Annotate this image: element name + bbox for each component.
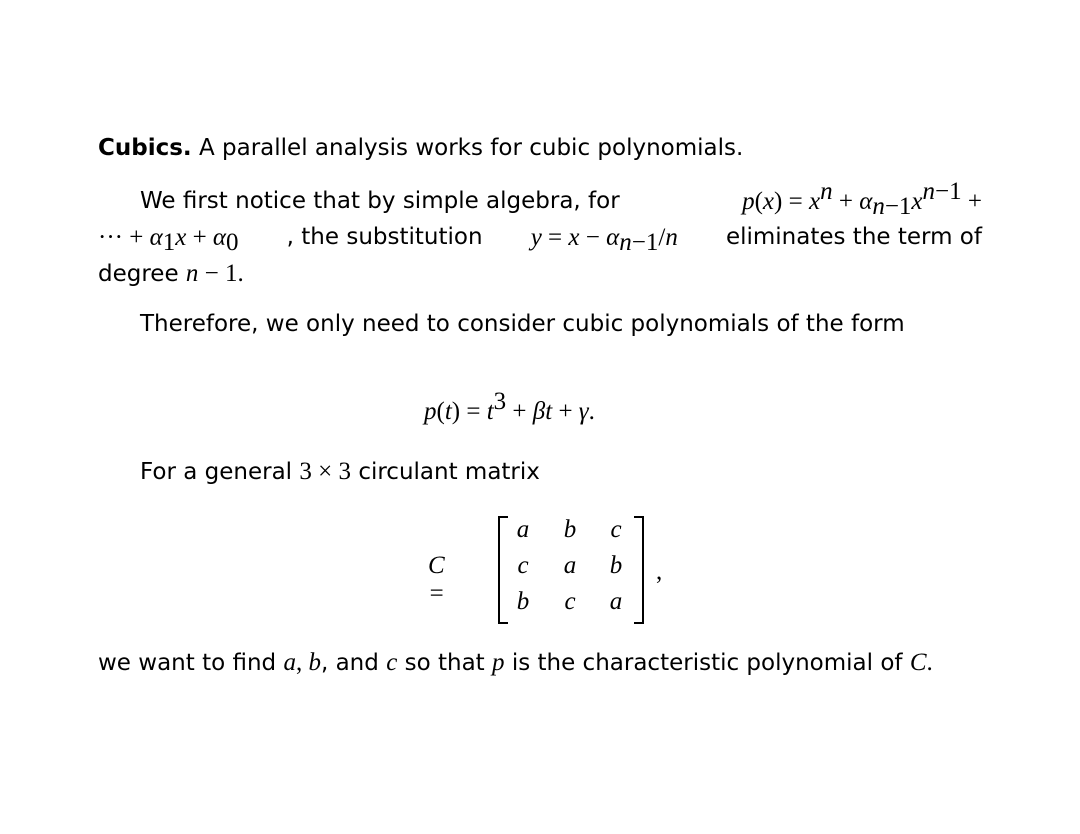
section-heading-line (98, 135, 743, 161)
para4-text-d: is the characteristic polynomial of (511, 650, 903, 676)
matrix-cell: b (563, 516, 577, 543)
para3-text-b: circulant matrix (358, 459, 540, 485)
formula-degree: n − 1. (185, 260, 244, 287)
matrix-right-bracket (634, 516, 644, 624)
matrix-left-bracket (498, 516, 508, 624)
matrix-cell: a (516, 516, 530, 543)
para2-text: Therefore, we only need to consider cubic polynomials of the form (140, 311, 905, 337)
formula-dimension: 3 × 3 (299, 458, 351, 485)
formula-var-p: p (492, 649, 505, 676)
formula-polynomial-a: $p(x) = x^n + \alpha_{n-1}x^{n-1}$ + (742, 178, 982, 220)
para3-line (140, 458, 540, 486)
matrix-cell: c (610, 516, 622, 543)
matrix-cell: a (563, 552, 577, 579)
para2-line (140, 311, 905, 337)
formula-polynomial-b: ··· + $\alpha_1x + \alpha_0$ (98, 224, 239, 256)
para3-text-a: For a general (140, 459, 293, 485)
matrix-cell: c (564, 588, 576, 615)
section-heading: Cubics. (98, 135, 192, 161)
matrix-cell: c (517, 552, 529, 579)
formula-substitution: $y = x - \alpha_{n-1}/n$ (530, 224, 678, 256)
matrix-cell: b (609, 552, 623, 579)
para1-line1 (140, 178, 982, 220)
para1-line3 (98, 260, 244, 288)
para4-text-c: so that (404, 650, 485, 676)
para1-text-b: , the substitution (286, 224, 483, 250)
matrix-cell: b (516, 588, 530, 615)
para1-text-d: degree (98, 261, 179, 287)
formula-var-c: c (386, 649, 398, 676)
para4-text-b: , and (320, 650, 379, 676)
para1-text-a: We first notice that by simple algebra, for (140, 188, 620, 214)
formula-vars: a, b (283, 649, 321, 676)
formula-var-C: C. (909, 649, 933, 676)
matrix-cell: a (609, 588, 623, 615)
para1-line2 (98, 224, 982, 256)
heading-text: A parallel analysis works for cubic polynomials. (191, 135, 744, 161)
para4-line (98, 649, 933, 677)
display-equation: $p(t) = t^3 + \beta t + \gamma$. (424, 388, 595, 425)
matrix-lhs: C = (428, 552, 445, 607)
para4-text-a: we want to find (98, 650, 277, 676)
circulant-matrix (498, 512, 644, 624)
para1-text-c: eliminates the term of (725, 224, 982, 250)
matrix-trailing-comma: , (656, 558, 663, 585)
